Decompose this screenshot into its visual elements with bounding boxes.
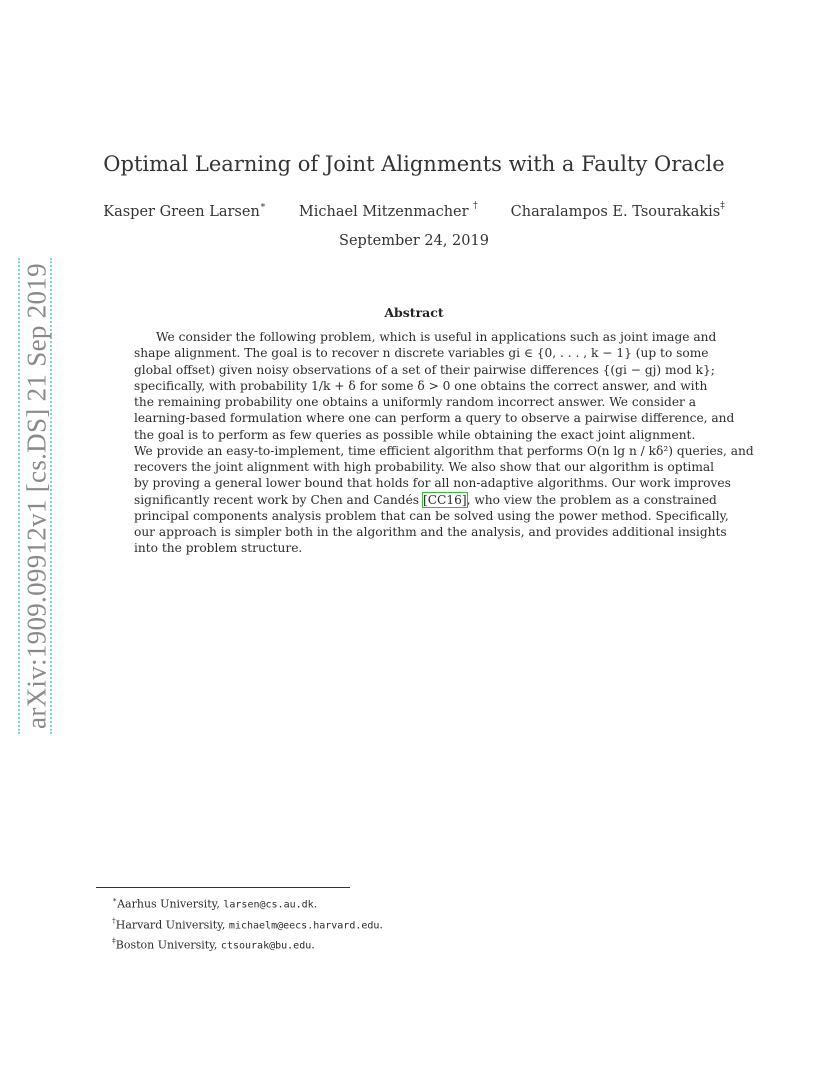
abstract-line: shape alignment. The goal is to recover n discrete variables gi ∈ {0, . . . , k − 1} (up to some	[134, 346, 709, 361]
abstract-body	[134, 329, 754, 557]
abstract-line: into the problem structure.	[134, 541, 303, 556]
abstract-line: We consider the following problem, which is useful in applications such as joint image and	[156, 330, 717, 344]
abstract-heading: Abstract	[384, 305, 444, 320]
email-tsourakakis[interactable]: ctsourak@bu.edu	[220, 940, 312, 952]
abstract-line: the remaining probability one obtains a uniformly random incorrect answer. We consider a	[134, 395, 697, 409]
footnote-divider	[96, 887, 350, 888]
author-list	[0, 199, 828, 221]
email-mitzenmacher[interactable]: michaelm@eecs.harvard.edu	[228, 920, 380, 932]
author-mitzenmacher: Michael Mitzenmacher †	[298, 201, 478, 220]
email-larsen[interactable]: larsen@cs.au.dk	[223, 899, 314, 911]
footnotes	[112, 893, 512, 955]
abstract-line-with-citation: significantly recent work by Chen and Candés [CC16], who view the problem as a constrained	[134, 492, 717, 507]
abstract-line: our approach is simpler both in the algorithm and the analysis, and provides additional insights	[134, 525, 727, 539]
footnote-mitzenmacher: †Harvard University, michaelm@eecs.harvard.edu.	[112, 915, 383, 932]
author-larsen: Kasper Green Larsen∗	[103, 201, 266, 220]
abstract-line: learning-based formulation where one can perform a query to observe a pairwise difference, and	[134, 411, 735, 426]
abstract-line: We provide an easy-to-implement, time efficient algorithm that performs O(n lg n / kδ²) queries, and	[134, 443, 754, 458]
citation-link-cc16[interactable]: [CC16]	[422, 492, 467, 507]
abstract-line: the goal is to perform as few queries as possible while obtaining the exact joint alignment.	[134, 427, 696, 442]
abstract-line: global offset) given noisy observations of a set of their pairwise differences {(gi − gj) mod k};	[134, 362, 715, 377]
paper-date: September 24, 2019	[339, 233, 489, 249]
arxiv-stamp: arXiv:1909.09912v1 [cs.DS] 21 Sep 2019	[21, 263, 52, 729]
abstract-line: specifically, with probability 1/k + δ for some δ > 0 one obtains the correct answer, and with	[134, 378, 708, 393]
abstract-line: principal components analysis problem that can be solved using the power method. Specifically,	[134, 508, 729, 523]
author-tsourakakis: Charalampos E. Tsourakakis‡	[510, 201, 725, 220]
abstract-line: recovers the joint alignment with high probability. We also show that our algorithm is optimal	[134, 460, 715, 474]
paper-title: Optimal Learning of Joint Alignments with a Faulty Oracle	[103, 152, 725, 176]
abstract-line: by proving a general lower bound that holds for all non-adaptive algorithms. Our work improves	[134, 476, 731, 491]
footnote-larsen: ∗Aarhus University, larsen@cs.au.dk.	[112, 895, 318, 911]
footnote-tsourakakis: ‡Boston University, ctsourak@bu.edu.	[112, 936, 315, 952]
